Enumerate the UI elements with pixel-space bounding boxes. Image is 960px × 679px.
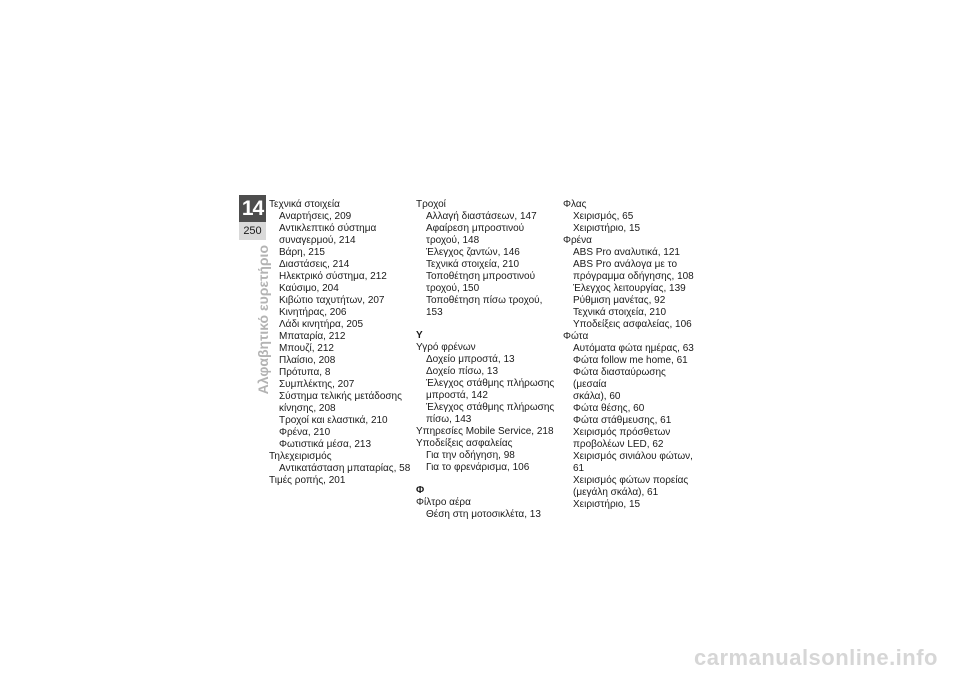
index-subentry: τροχού, 150 — [426, 283, 480, 294]
index-subentry: Χειριστήριο, 15 — [573, 223, 641, 234]
index-letter-heading: Φ — [416, 485, 425, 496]
index-subentry: Αυτόματα φώτα ημέρας, 63 — [573, 343, 694, 354]
index-subentry: Για το φρενάρισμα, 106 — [426, 462, 530, 473]
index-subentry: Χειρισμός πρόσθετων — [573, 427, 671, 438]
index-entry: Υποδείξεις ασφαλείας — [416, 438, 513, 449]
index-subentry: Αντικλεπτικό σύστημα — [279, 223, 377, 234]
section-title: Αλφαβητικό ευρετήριο — [255, 245, 271, 395]
index-subentry: Χειρισμός, 65 — [573, 211, 634, 222]
index-entry: Τιμές ροπής, 201 — [269, 475, 346, 486]
index-subentry: Φώτα follow me home, 61 — [573, 355, 688, 366]
index-subentry: σκάλα), 60 — [573, 391, 621, 402]
index-subentry: Αντικατάσταση μπαταρίας, 58 — [279, 463, 411, 474]
chapter-tab — [239, 195, 266, 240]
index-subentry: Φωτιστικά μέσα, 213 — [279, 439, 372, 450]
index-subentry: Κιβώτιο ταχυτήτων, 207 — [279, 295, 385, 306]
index-subentry: Φώτα θέσης, 60 — [573, 403, 645, 414]
index-subentry: Αλλαγή διαστάσεων, 147 — [426, 211, 537, 222]
index-subentry: Μπουζί, 212 — [279, 343, 334, 354]
watermark: carmanualsonline.info — [694, 645, 938, 670]
index-subentry: ABS Pro αναλυτικά, 121 — [573, 247, 680, 258]
page-number: 250 — [243, 225, 262, 237]
index-subentry: Δοχείο μπροστά, 13 — [426, 354, 515, 365]
index-subentry: Έλεγχος ζαντών, 146 — [426, 247, 520, 258]
index-column-2 — [416, 199, 556, 521]
index-subentry: Έλεγχος στάθμης πλήρωσης — [426, 402, 555, 413]
index-subentry: Μπαταρία, 212 — [279, 331, 346, 342]
index-subentry: Διαστάσεις, 214 — [279, 259, 350, 270]
index-subentry: Βάρη, 215 — [279, 247, 325, 258]
index-subentry: Κινητήρας, 206 — [279, 307, 347, 318]
index-subentry: Έλεγχος στάθμης πλήρωσης — [426, 378, 555, 389]
index-entry: Φίλτρο αέρα — [416, 497, 471, 508]
index-subentry: συναγερμού, 214 — [279, 235, 356, 246]
index-subentry: Τεχνικά στοιχεία, 210 — [426, 259, 520, 270]
chapter-number: 14 — [239, 195, 266, 222]
index-subentry: Έλεγχος λειτουργίας, 139 — [573, 283, 686, 294]
index-subentry: πρόγραμμα οδήγησης, 108 — [573, 271, 694, 282]
index-subentry: Υποδείξεις ασφαλείας, 106 — [573, 319, 692, 330]
index-subentry: (μεγάλη σκάλα), 61 — [573, 487, 659, 498]
index-subentry: Αναρτήσεις, 209 — [279, 211, 352, 222]
index-subentry: Πρότυπα, 8 — [279, 367, 331, 378]
index-subentry: Χειριστήριο, 15 — [573, 499, 641, 510]
index-subentry: Τοποθέτηση μπροστινού — [426, 271, 536, 282]
index-subentry: ABS Pro ανάλογα με το — [573, 259, 678, 270]
index-subentry: Ηλεκτρικό σύστημα, 212 — [279, 271, 387, 282]
index-column-1 — [269, 199, 419, 487]
index-subentry: Φώτα διασταύρωσης (μεσαία — [573, 367, 666, 390]
index-subentry: Τεχνικά στοιχεία, 210 — [573, 307, 667, 318]
index-subentry: Λάδι κινητήρα, 205 — [279, 319, 364, 330]
index-subentry: πίσω, 143 — [426, 414, 472, 425]
index-subentry: Για την οδήγηση, 98 — [426, 450, 515, 461]
index-subentry: Τροχοί και ελαστικά, 210 — [279, 415, 388, 426]
index-letter-heading: Υ — [416, 330, 423, 341]
index-subentry: Δοχείο πίσω, 13 — [426, 366, 499, 377]
index-subentry: Καύσιμο, 204 — [279, 283, 339, 294]
index-subentry: Τοποθέτηση πίσω τροχού, 153 — [426, 295, 543, 318]
index-subentry: Χειρισμός φώτων πορείας — [573, 475, 689, 486]
index-subentry: Φρένα, 210 — [279, 427, 331, 438]
index-subentry: Συμπλέκτης, 207 — [279, 379, 355, 390]
index-subentry: Πλαίσιο, 208 — [279, 355, 336, 366]
index-column-3 — [563, 199, 698, 511]
index-subentry: Φώτα στάθμευσης, 61 — [573, 415, 672, 426]
index-subentry: Θέση στη μοτοσικλέτα, 13 — [426, 509, 541, 520]
index-subentry: τροχού, 148 — [426, 235, 480, 246]
index-subentry: κίνησης, 208 — [279, 403, 336, 414]
index-subentry: μπροστά, 142 — [426, 390, 488, 401]
index-subentry: Σύστημα τελικής μετάδοσης — [279, 391, 402, 402]
index-entry: Τηλεχειρισμός — [269, 451, 332, 462]
index-entry: Υγρό φρένων — [416, 342, 476, 353]
index-subentry: προβολέων LED, 62 — [573, 439, 664, 450]
index-subentry: Αφαίρεση μπροστινού — [426, 223, 525, 234]
index-subentry: Ρύθμιση μανέτας, 92 — [573, 295, 666, 306]
index-entry: Τεχνικά στοιχεία — [269, 199, 340, 210]
index-entry: Τροχοί — [416, 199, 446, 210]
index-entry: Φρένα — [563, 235, 592, 246]
index-entry: Φλας — [563, 199, 587, 210]
index-subentry: Χειρισμός σινιάλου φώτων, 61 — [573, 451, 693, 474]
index-entry: Υπηρεσίες Mobile Service, 218 — [416, 426, 554, 437]
index-entry: Φώτα — [563, 331, 589, 342]
